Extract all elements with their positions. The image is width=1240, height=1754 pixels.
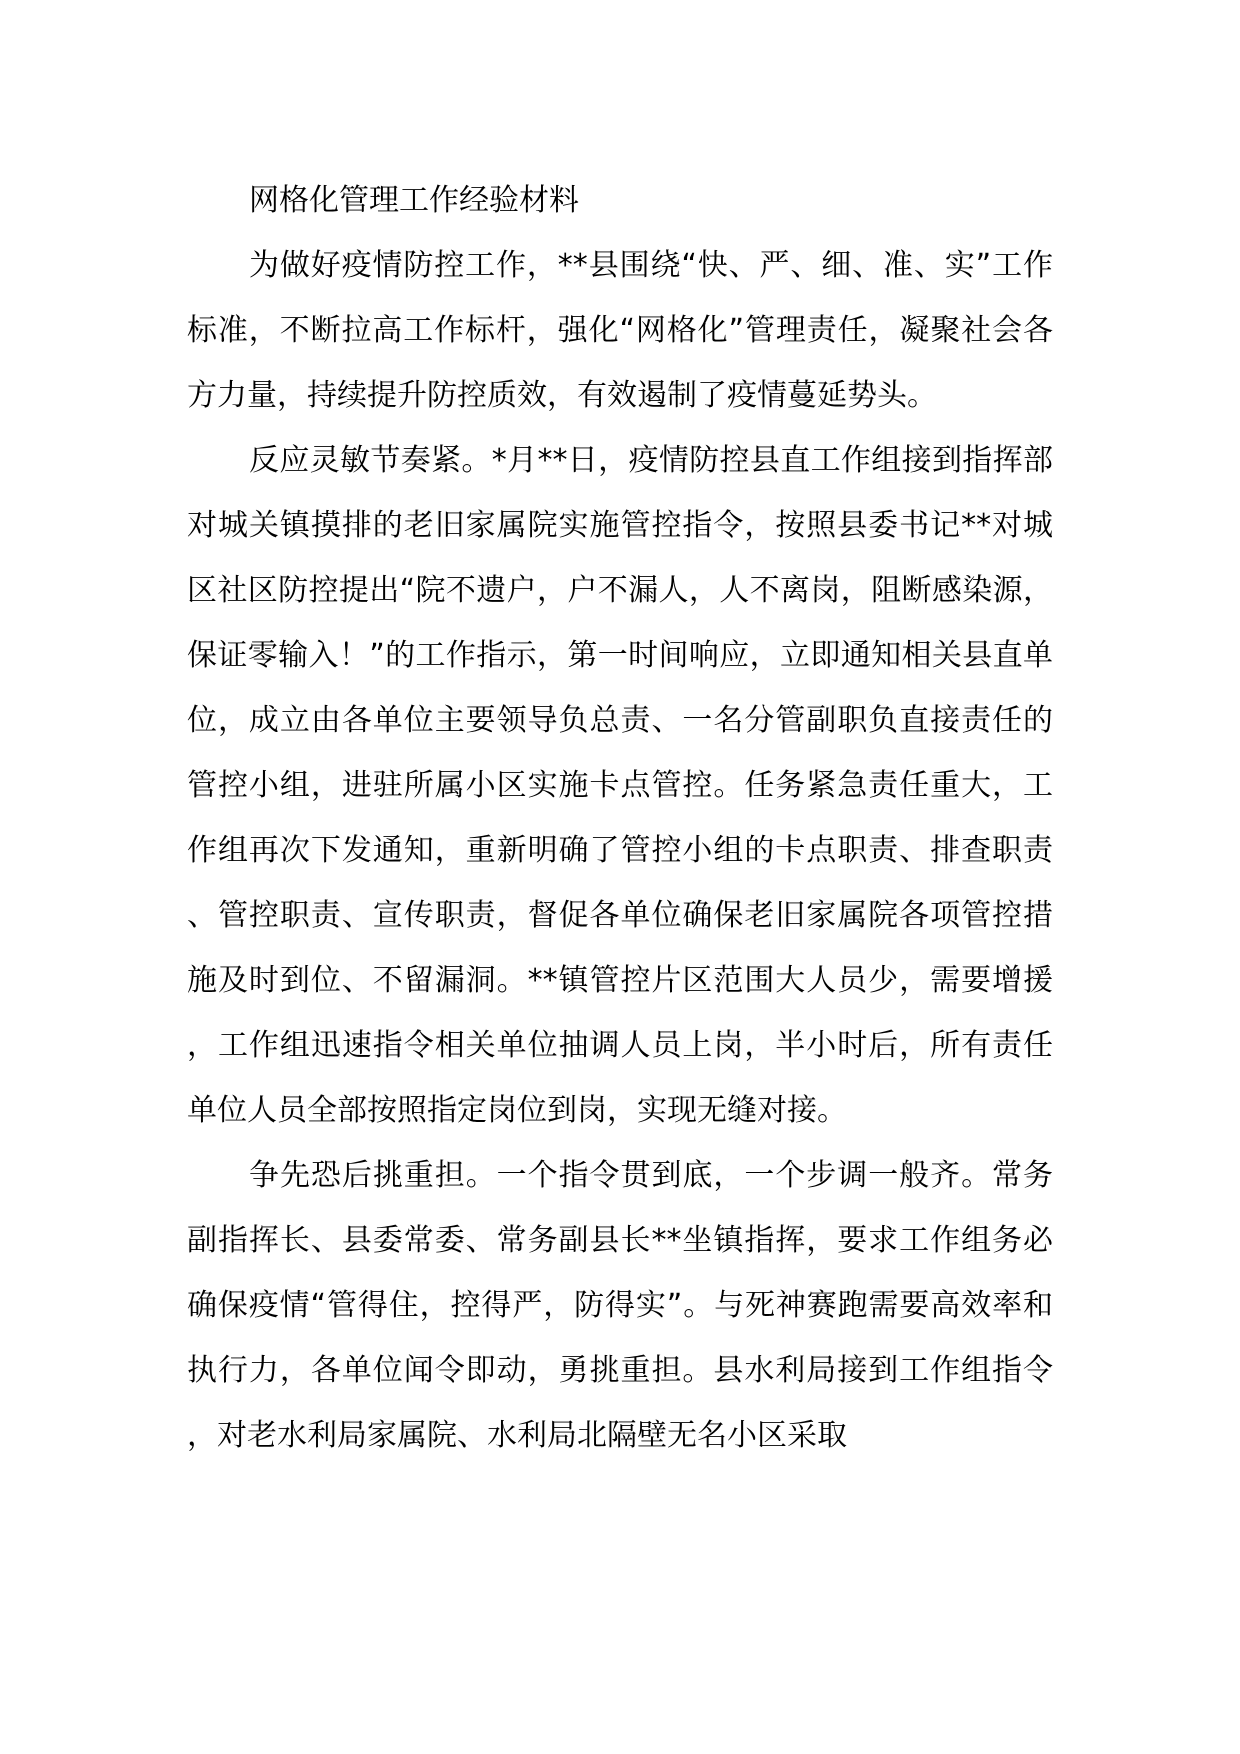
paragraph-take-responsibility: 争先恐后挑重担。一个指令贯到底，一个步调一般齐。常务副指挥长、县委常委、常务副县长**坐镇指挥，要求工作组务必确保疫情“管得住，控得严，防得实”。与死神赛跑需要高效率和执行力，各单位闻令即动，勇挑重担。县水利局接到工作组指令，对老水利局家属院、水利局北隔壁无名小区采取	[187, 1158, 1053, 1453]
paragraph-quick-response: 反应灵敏节奏紧。*月**日，疫情防控县直工作组接到指挥部对城关镇摸排的老旧家属院实施管控指令，按照县委书记**对城区社区防控提出“院不遗户，户不漏人，人不离岗，阻断感染源，保证零输入！”的工作指示，第一时间响应，立即通知相关县直单位，成立由各单位主要领导负总责、一名分管副职负直接责任的管控小组，进驻所属小区实施卡点管控。任务紧急责任重大，工作组再次下发通知，重新明确了管控小组的卡点职责、排查职责、管控职责、宣传职责，督促各单位确保老旧家属院各项管控措施及时到位、不留漏洞。**镇管控片区范围大人员少，需要增援，工作组迅速指令相关单位抽调人员上岗，半小时后，所有责任单位人员全部按照指定岗位到岗，实现无缝对接。	[187, 443, 1053, 1128]
paragraph-intro: 为做好疫情防控工作，**县围绕“快、严、细、准、实”工作标准，不断拉高工作标杆，强化“网格化”管理责任，凝聚社会各方力量，持续提升防控质效，有效遏制了疫情蔓延势头。	[187, 248, 1053, 413]
document-title: 网格化管理工作经验材料	[249, 183, 579, 218]
document-body	[187, 168, 1053, 1468]
